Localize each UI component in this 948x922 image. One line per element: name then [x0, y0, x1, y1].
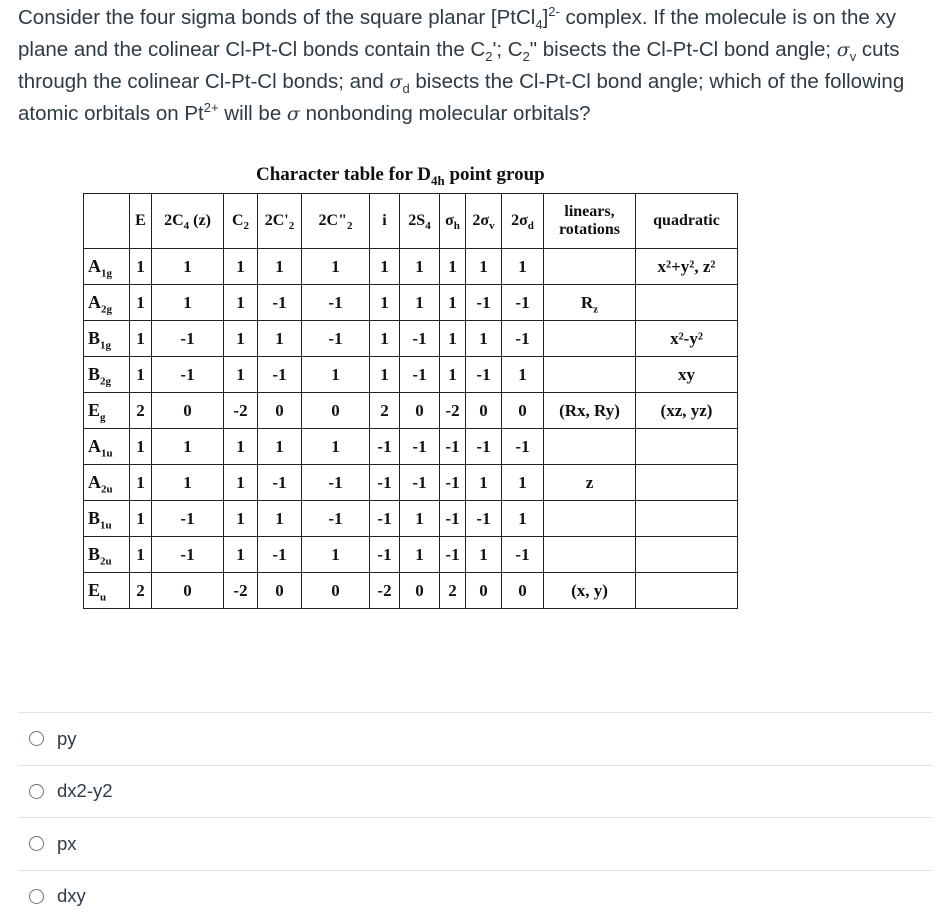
quadratic-cell: x²-y²: [636, 321, 738, 357]
radio-button[interactable]: [29, 784, 44, 799]
character-cell: -1: [302, 285, 370, 321]
quadratic-cell: (xz, yz): [636, 393, 738, 429]
character-cell: 1: [224, 357, 258, 393]
irrep-label: $A_{1u}$: [84, 429, 130, 465]
character-cell: 1: [130, 285, 152, 321]
character-cell: 1: [466, 465, 502, 501]
character-cell: -1: [152, 321, 224, 357]
quadratic-cell: [636, 465, 738, 501]
character-cell: 1: [502, 357, 544, 393]
header-2c2-double-prime: $2C"_2$: [302, 194, 370, 249]
character-cell: 1: [130, 321, 152, 357]
character-cell: 1: [440, 285, 466, 321]
irrep-label: $A_{1g}$: [84, 249, 130, 285]
character-cell: 1: [440, 249, 466, 285]
character-cell: -1: [370, 429, 400, 465]
character-cell: 1: [370, 321, 400, 357]
character-cell: 1: [152, 285, 224, 321]
character-cell: -1: [152, 357, 224, 393]
character-cell: -1: [258, 465, 302, 501]
answer-option[interactable]: [18, 712, 932, 765]
character-cell: 0: [400, 393, 440, 429]
table-row: [84, 357, 738, 393]
character-cell: 0: [502, 573, 544, 609]
quadratic-cell: [636, 285, 738, 321]
character-cell: 1: [130, 501, 152, 537]
radio-button[interactable]: [29, 889, 44, 904]
character-cell: -1: [302, 501, 370, 537]
header-2c2-prime: $2C'_2$: [258, 194, 302, 249]
character-cell: -1: [258, 357, 302, 393]
character-cell: -1: [370, 501, 400, 537]
character-cell: -1: [502, 285, 544, 321]
header-blank: [84, 194, 130, 249]
character-cell: -1: [258, 537, 302, 573]
table-row: [84, 429, 738, 465]
character-cell: -2: [440, 393, 466, 429]
table-row: [84, 501, 738, 537]
character-cell: 1: [400, 249, 440, 285]
linear-rotation-cell: $R_z$: [544, 285, 636, 321]
character-cell: 1: [400, 285, 440, 321]
answer-options: [18, 712, 932, 922]
header-2c4: $2C_4$ (z): [152, 194, 224, 249]
character-cell: 1: [502, 501, 544, 537]
irrep-label: $A_{2u}$: [84, 465, 130, 501]
character-cell: 2: [130, 393, 152, 429]
option-label[interactable]: px: [57, 833, 77, 855]
character-cell: -2: [370, 573, 400, 609]
character-cell: -1: [440, 501, 466, 537]
character-cell: 0: [502, 393, 544, 429]
character-table: [83, 193, 738, 609]
table-row: [84, 465, 738, 501]
character-cell: -1: [440, 465, 466, 501]
linear-rotation-cell: [544, 429, 636, 465]
character-table-title: Character table for $D_{4h}$ point group: [256, 164, 545, 186]
answer-option[interactable]: [18, 765, 932, 818]
character-cell: 0: [258, 393, 302, 429]
character-table-header: [84, 194, 738, 249]
character-cell: 1: [370, 285, 400, 321]
character-cell: -1: [400, 357, 440, 393]
character-cell: 1: [302, 537, 370, 573]
character-cell: -1: [502, 321, 544, 357]
character-cell: -1: [152, 501, 224, 537]
character-cell: -1: [400, 465, 440, 501]
header-e: E: [130, 194, 152, 249]
character-cell: -1: [370, 537, 400, 573]
header-sigma-h: $\sigma_h$: [440, 194, 466, 249]
header-2s4: $2S_4$: [400, 194, 440, 249]
quadratic-cell: xy: [636, 357, 738, 393]
character-cell: -1: [440, 537, 466, 573]
quadratic-cell: x²+y², z²: [636, 249, 738, 285]
radio-button[interactable]: [29, 836, 44, 851]
character-cell: 1: [258, 501, 302, 537]
irrep-label: $B_{1u}$: [84, 501, 130, 537]
character-cell: -1: [302, 465, 370, 501]
character-cell: 0: [302, 393, 370, 429]
irrep-label: $A_{2g}$: [84, 285, 130, 321]
quadratic-cell: [636, 501, 738, 537]
linear-rotation-cell: [544, 357, 636, 393]
radio-button[interactable]: [29, 731, 44, 746]
character-cell: -1: [258, 285, 302, 321]
linear-rotation-cell: [544, 537, 636, 573]
character-cell: 2: [370, 393, 400, 429]
character-cell: 0: [152, 573, 224, 609]
character-cell: 2: [440, 573, 466, 609]
character-cell: -2: [224, 573, 258, 609]
table-row: [84, 285, 738, 321]
option-label[interactable]: dx2-y2: [57, 780, 113, 802]
header-quadratic: quadratic: [636, 194, 738, 249]
character-cell: 1: [440, 357, 466, 393]
character-cell: 2: [130, 573, 152, 609]
character-cell: -2: [224, 393, 258, 429]
character-cell: 1: [258, 429, 302, 465]
character-cell: 1: [130, 249, 152, 285]
character-cell: 1: [224, 429, 258, 465]
character-cell: 1: [130, 357, 152, 393]
question-text: Consider the four sigma bonds of the square planar [PtCl$_4$]$^{2-}$ complex. If the molecule is on the xy plane and the colinear Cl-Pt-Cl bonds contain the $C_2'$; $C_2$" bisects the Cl-Pt-Cl bond angle; $\sigma_v$ cuts through the colinear Cl-Pt-Cl bonds; and $\sigma_d$ bisects the Cl-Pt-Cl bond angle; which of the following atomic orbitals on $Pt^{2+}$ will be σ nonbonding molecular orbitals?: [18, 2, 938, 130]
character-cell: 1: [502, 249, 544, 285]
character-cell: -1: [466, 285, 502, 321]
character-cell: 1: [258, 249, 302, 285]
table-row: [84, 393, 738, 429]
quadratic-cell: [636, 429, 738, 465]
header-linears-rotations: linears, rotations: [544, 194, 636, 249]
character-cell: 0: [302, 573, 370, 609]
character-cell: -1: [152, 537, 224, 573]
character-cell: 1: [152, 249, 224, 285]
irrep-label: $E_u$: [84, 573, 130, 609]
character-cell: 1: [466, 537, 502, 573]
character-cell: 1: [440, 321, 466, 357]
character-cell: -1: [502, 429, 544, 465]
character-cell: -1: [502, 537, 544, 573]
character-cell: 0: [466, 393, 502, 429]
character-cell: 1: [152, 429, 224, 465]
table-row: [84, 249, 738, 285]
character-cell: 1: [400, 501, 440, 537]
character-cell: 1: [224, 465, 258, 501]
character-cell: 0: [466, 573, 502, 609]
linear-rotation-cell: [544, 249, 636, 285]
character-cell: -1: [302, 321, 370, 357]
character-cell: 1: [302, 249, 370, 285]
character-cell: 1: [130, 429, 152, 465]
table-row: [84, 573, 738, 609]
character-cell: 1: [130, 465, 152, 501]
table-row: [84, 537, 738, 573]
character-cell: 1: [370, 357, 400, 393]
character-cell: 1: [152, 465, 224, 501]
option-label[interactable]: dxy: [57, 885, 86, 907]
character-cell: 1: [224, 249, 258, 285]
character-cell: -1: [466, 501, 502, 537]
character-cell: 1: [224, 285, 258, 321]
irrep-label: $B_{2g}$: [84, 357, 130, 393]
linear-rotation-cell: z: [544, 465, 636, 501]
header-c2: $C_2$: [224, 194, 258, 249]
character-cell: 1: [502, 465, 544, 501]
character-cell: 1: [370, 249, 400, 285]
character-cell: -1: [400, 429, 440, 465]
linear-rotation-cell: [544, 321, 636, 357]
header-2sigma-v: $2\sigma_v$: [466, 194, 502, 249]
linear-rotation-cell: [544, 501, 636, 537]
character-cell: -1: [370, 465, 400, 501]
character-cell: 1: [130, 537, 152, 573]
option-label[interactable]: py: [57, 728, 77, 750]
character-cell: 1: [224, 321, 258, 357]
character-cell: 1: [302, 429, 370, 465]
character-cell: 1: [224, 537, 258, 573]
irrep-label: $B_{2u}$: [84, 537, 130, 573]
character-cell: 0: [400, 573, 440, 609]
answer-option[interactable]: [18, 870, 932, 922]
irrep-label: $E_g$: [84, 393, 130, 429]
linear-rotation-cell: (x, y): [544, 573, 636, 609]
irrep-label: $B_{1g}$: [84, 321, 130, 357]
character-cell: -1: [400, 321, 440, 357]
character-cell: -1: [440, 429, 466, 465]
table-row: [84, 321, 738, 357]
character-cell: 0: [152, 393, 224, 429]
header-2sigma-d: $2\sigma_d$: [502, 194, 544, 249]
answer-option[interactable]: [18, 817, 932, 870]
linear-rotation-cell: (Rx, Ry): [544, 393, 636, 429]
character-cell: -1: [466, 357, 502, 393]
character-cell: 1: [302, 357, 370, 393]
character-cell: 1: [400, 537, 440, 573]
character-cell: 0: [258, 573, 302, 609]
character-cell: 1: [258, 321, 302, 357]
quadratic-cell: [636, 537, 738, 573]
quadratic-cell: [636, 573, 738, 609]
character-cell: 1: [224, 501, 258, 537]
character-cell: 1: [466, 249, 502, 285]
header-i: i: [370, 194, 400, 249]
character-cell: -1: [466, 429, 502, 465]
character-cell: 1: [466, 321, 502, 357]
